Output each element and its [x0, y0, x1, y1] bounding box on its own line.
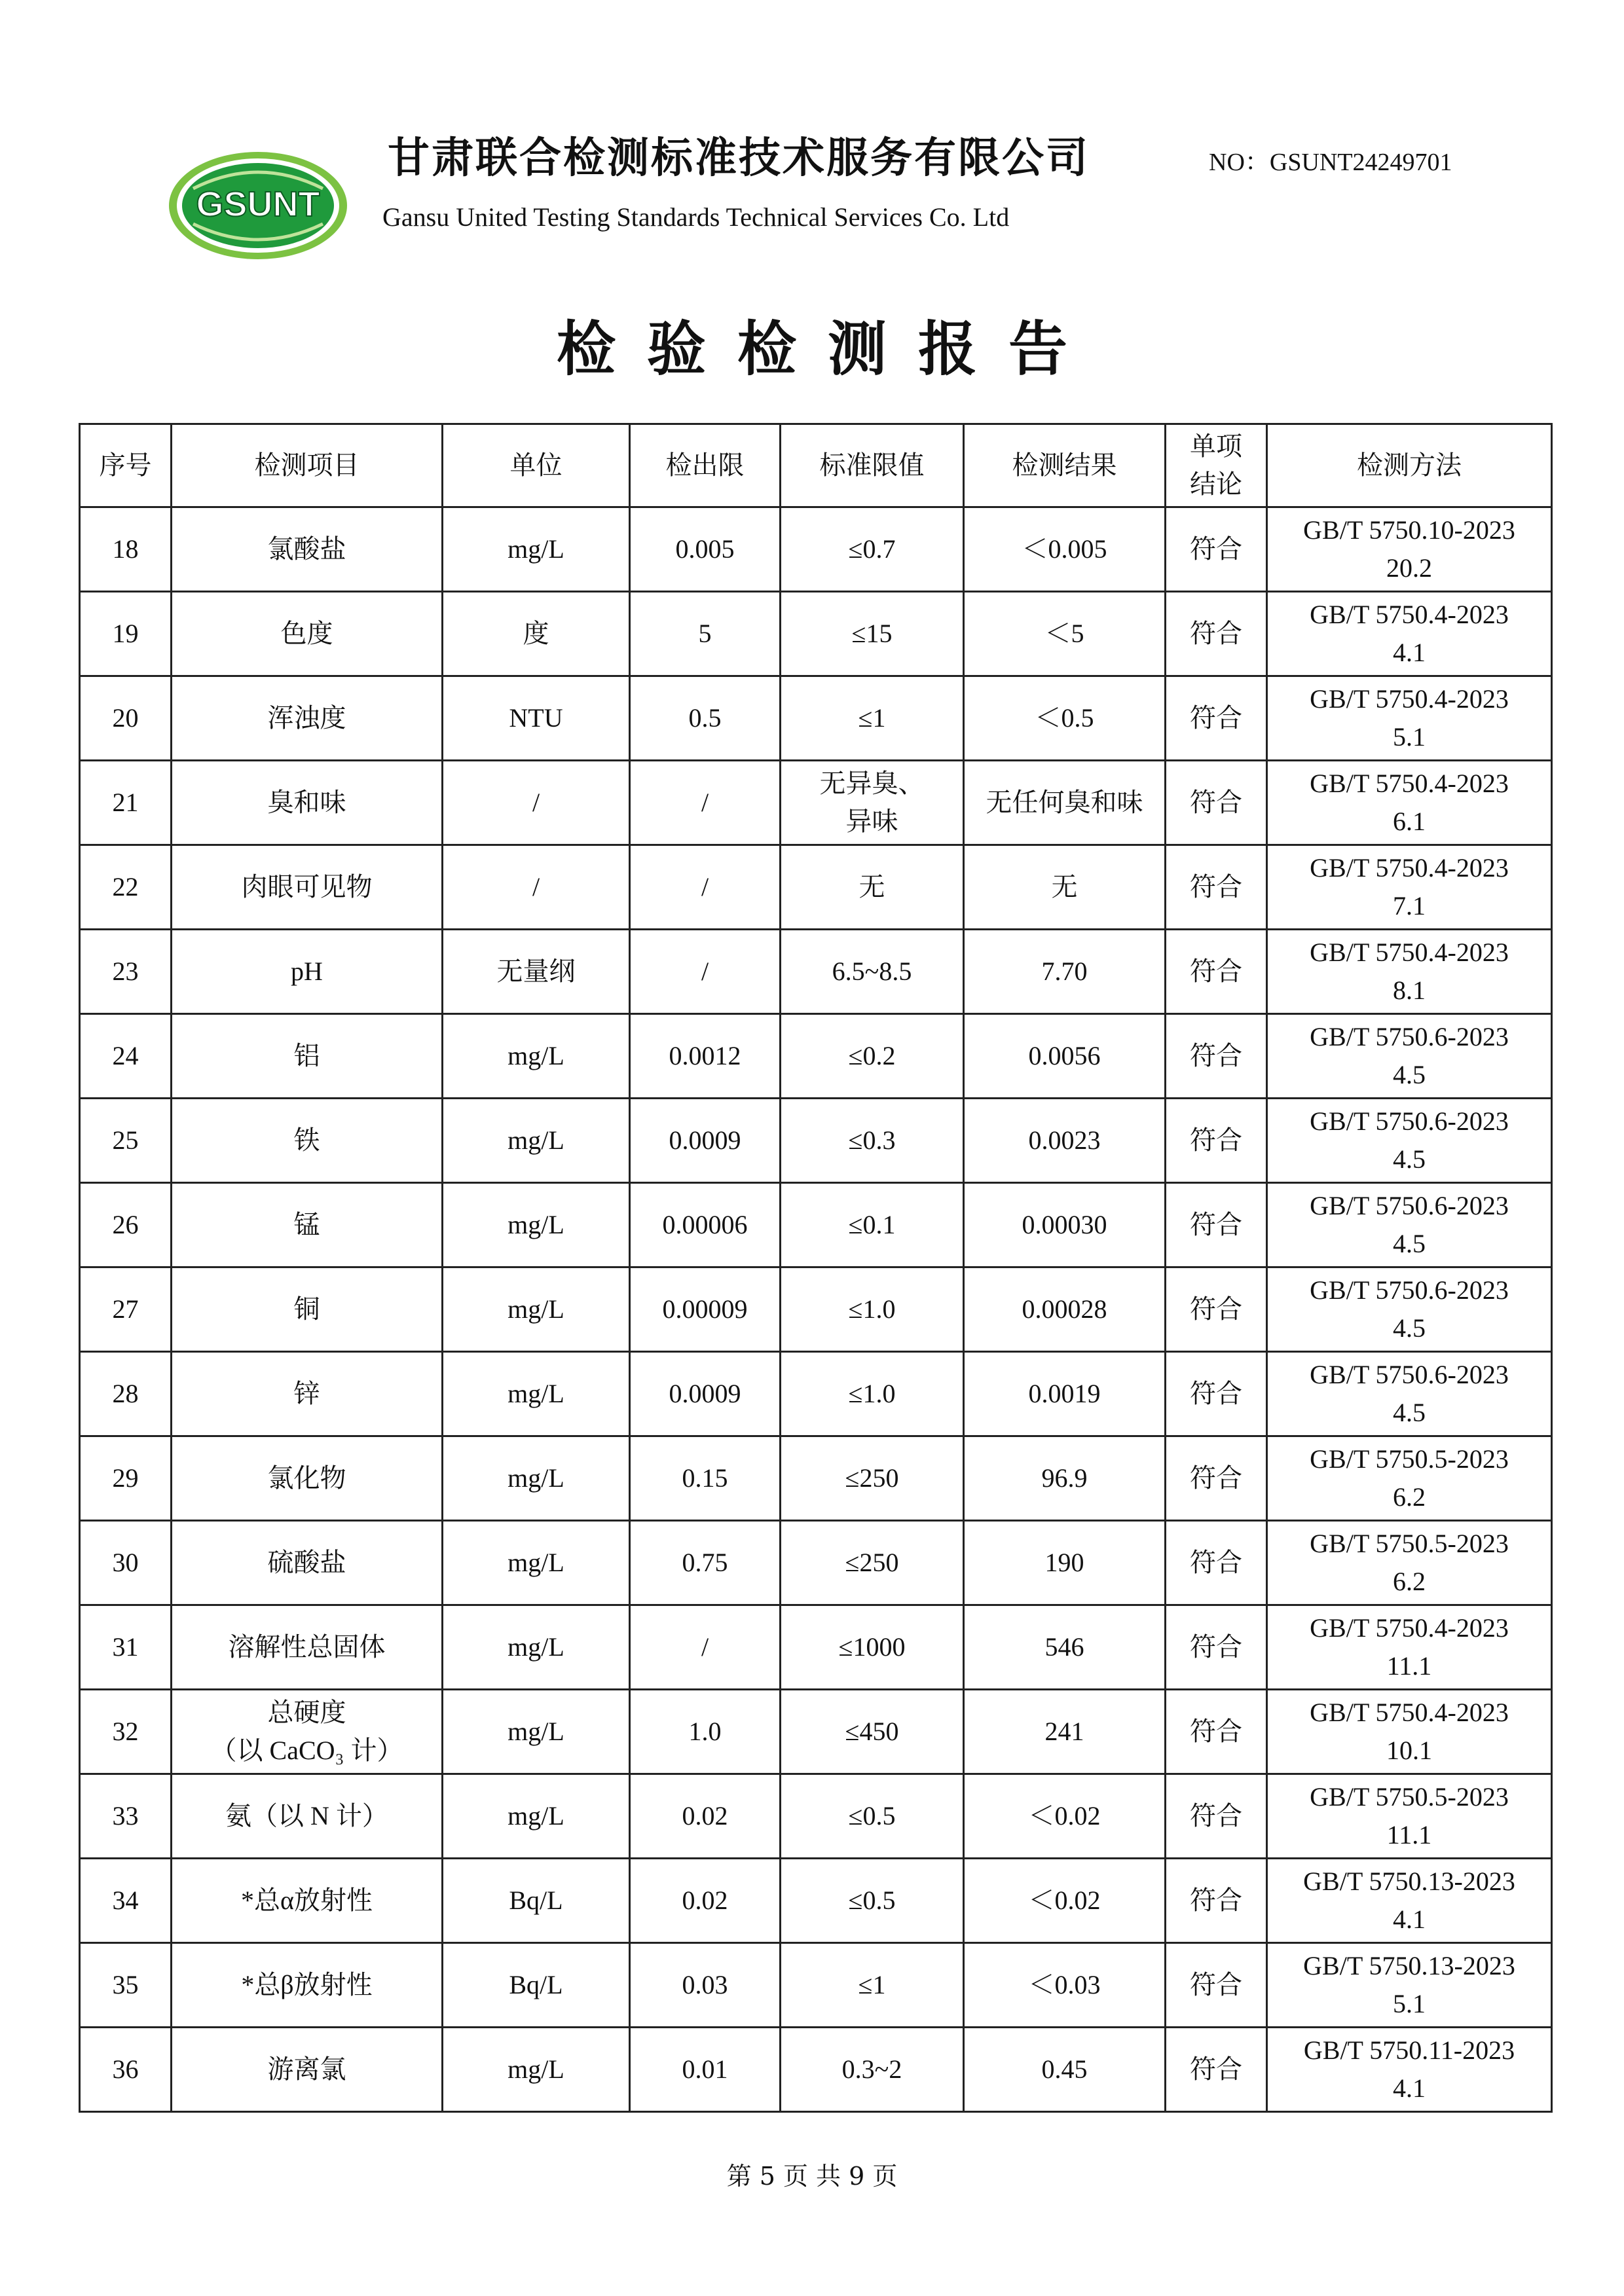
cell-unit: mg/L — [443, 1774, 630, 1859]
cell-item: 色度 — [172, 592, 443, 676]
cell-standard-limit: ≤0.5 — [781, 1774, 964, 1859]
table-row — [80, 1352, 1552, 1436]
cell-item: 铁 — [172, 1099, 443, 1183]
cell-standard-limit: ≤1 — [781, 1943, 964, 2028]
cell-index: 36 — [80, 2028, 172, 2112]
cell-standard-limit: ≤0.5 — [781, 1859, 964, 1943]
table-row — [80, 1436, 1552, 1521]
cell-detection-limit: 0.5 — [630, 676, 781, 761]
cell-detection-limit: 0.02 — [630, 1859, 781, 1943]
cell-method: GB/T 5750.4-2023 5.1 — [1267, 676, 1552, 761]
cell-conclusion: 符合 — [1166, 1943, 1267, 2028]
cell-method: GB/T 5750.4-2023 7.1 — [1267, 845, 1552, 930]
cell-standard-limit: ≤15 — [781, 592, 964, 676]
cell-method: GB/T 5750.4-2023 4.1 — [1267, 592, 1552, 676]
cell-detection-limit: 0.01 — [630, 2028, 781, 2112]
cell-conclusion: 符合 — [1166, 1014, 1267, 1099]
cell-method: GB/T 5750.5-2023 6.2 — [1267, 1436, 1552, 1521]
cell-result: 0.0056 — [964, 1014, 1166, 1099]
cell-method: GB/T 5750.4-2023 11.1 — [1267, 1605, 1552, 1690]
cell-detection-limit: 0.15 — [630, 1436, 781, 1521]
cell-conclusion: 符合 — [1166, 1521, 1267, 1605]
cell-index: 23 — [80, 930, 172, 1014]
cell-index: 33 — [80, 1774, 172, 1859]
cell-item: 总硬度 （以 CaCO₃ 计） — [172, 1690, 443, 1774]
cell-unit: mg/L — [443, 1521, 630, 1605]
cell-item: 氯酸盐 — [172, 507, 443, 592]
cell-item: pH — [172, 930, 443, 1014]
cell-standard-limit: ≤0.7 — [781, 507, 964, 592]
cell-item: 硫酸盐 — [172, 1521, 443, 1605]
cell-index: 32 — [80, 1690, 172, 1774]
cell-result: ＜0.5 — [964, 676, 1166, 761]
cell-standard-limit: ≤0.3 — [781, 1099, 964, 1183]
table-row — [80, 761, 1552, 845]
cell-unit: mg/L — [443, 2028, 630, 2112]
cell-result: 0.45 — [964, 2028, 1166, 2112]
cell-result: ＜0.02 — [964, 1859, 1166, 1943]
company-name-cn: 甘肃联合检测标准技术服务有限公司 — [388, 134, 1090, 183]
cell-method: GB/T 5750.4-2023 8.1 — [1267, 930, 1552, 1014]
cell-method: GB/T 5750.13-2023 4.1 — [1267, 1859, 1552, 1943]
cell-unit: mg/L — [443, 1436, 630, 1521]
cell-standard-limit: ≤0.2 — [781, 1014, 964, 1099]
cell-detection-limit: / — [630, 930, 781, 1014]
cell-unit: Bq/L — [443, 1943, 630, 2028]
cell-result: ＜0.005 — [964, 507, 1166, 592]
cell-standard-limit: ≤250 — [781, 1521, 964, 1605]
cell-result: 无 — [964, 845, 1166, 930]
cell-conclusion: 符合 — [1166, 1774, 1267, 1859]
table-row — [80, 1774, 1552, 1859]
cell-result: 0.0023 — [964, 1099, 1166, 1183]
table-row — [80, 2028, 1552, 2112]
cell-method: GB/T 5750.6-2023 4.5 — [1267, 1267, 1552, 1352]
logo-text: GSUNT — [196, 185, 320, 224]
table-row — [80, 1014, 1552, 1099]
cell-result: 546 — [964, 1605, 1166, 1690]
cell-detection-limit: 0.75 — [630, 1521, 781, 1605]
cell-detection-limit: / — [630, 761, 781, 845]
cell-standard-limit: 无异臭、 异味 — [781, 761, 964, 845]
table-row — [80, 1943, 1552, 2028]
cell-standard-limit: ≤1.0 — [781, 1352, 964, 1436]
cell-unit: mg/L — [443, 507, 630, 592]
table-row — [80, 1690, 1552, 1774]
table-row — [80, 1099, 1552, 1183]
company-name-en: Gansu United Testing Standards Technical Services Co. Ltd — [382, 202, 1010, 232]
col-header-item: 检测项目 — [172, 424, 443, 507]
cell-unit: mg/L — [443, 1099, 630, 1183]
table-row — [80, 507, 1552, 592]
cell-result: 96.9 — [964, 1436, 1166, 1521]
cell-item: 浑浊度 — [172, 676, 443, 761]
cell-method: GB/T 5750.5-2023 6.2 — [1267, 1521, 1552, 1605]
cell-detection-limit: 0.00009 — [630, 1267, 781, 1352]
cell-conclusion: 符合 — [1166, 1690, 1267, 1774]
cell-unit: 度 — [443, 592, 630, 676]
cell-conclusion: 符合 — [1166, 507, 1267, 592]
cell-item: 锌 — [172, 1352, 443, 1436]
cell-result: 0.00030 — [964, 1183, 1166, 1267]
cell-method: GB/T 5750.4-2023 6.1 — [1267, 761, 1552, 845]
cell-method: GB/T 5750.6-2023 4.5 — [1267, 1183, 1552, 1267]
cell-index: 19 — [80, 592, 172, 676]
cell-index: 24 — [80, 1014, 172, 1099]
cell-unit: mg/L — [443, 1267, 630, 1352]
cell-item: 臭和味 — [172, 761, 443, 845]
cell-method: GB/T 5750.10-2023 20.2 — [1267, 507, 1552, 592]
results-table — [79, 423, 1553, 2113]
cell-item: 铜 — [172, 1267, 443, 1352]
col-header-unit: 单位 — [443, 424, 630, 507]
cell-result: 无任何臭和味 — [964, 761, 1166, 845]
cell-index: 27 — [80, 1267, 172, 1352]
cell-method: GB/T 5750.6-2023 4.5 — [1267, 1099, 1552, 1183]
table-row — [80, 592, 1552, 676]
cell-index: 35 — [80, 1943, 172, 2028]
company-logo — [167, 149, 349, 262]
results-table-body — [80, 507, 1552, 2112]
cell-index: 22 — [80, 845, 172, 930]
cell-detection-limit: 0.03 — [630, 1943, 781, 2028]
cell-item: 游离氯 — [172, 2028, 443, 2112]
cell-item: 铝 — [172, 1014, 443, 1099]
table-row — [80, 1183, 1552, 1267]
cell-index: 26 — [80, 1183, 172, 1267]
cell-index: 30 — [80, 1521, 172, 1605]
cell-unit: 无量纲 — [443, 930, 630, 1014]
col-header-detection-limit: 检出限 — [630, 424, 781, 507]
table-row — [80, 930, 1552, 1014]
cell-detection-limit: 0.02 — [630, 1774, 781, 1859]
cell-conclusion: 符合 — [1166, 761, 1267, 845]
cell-conclusion: 符合 — [1166, 930, 1267, 1014]
cell-conclusion: 符合 — [1166, 1267, 1267, 1352]
cell-conclusion: 符合 — [1166, 2028, 1267, 2112]
cell-unit: mg/L — [443, 1352, 630, 1436]
cell-unit: Bq/L — [443, 1859, 630, 1943]
cell-method: GB/T 5750.6-2023 4.5 — [1267, 1014, 1552, 1099]
cell-conclusion: 符合 — [1166, 1352, 1267, 1436]
cell-standard-limit: ≤0.1 — [781, 1183, 964, 1267]
cell-method: GB/T 5750.13-2023 5.1 — [1267, 1943, 1552, 2028]
cell-result: 7.70 — [964, 930, 1166, 1014]
report-number: NO：GSUNT24249701 — [1209, 149, 1452, 176]
cell-item: 氯化物 — [172, 1436, 443, 1521]
col-header-conclusion: 单项 结论 — [1166, 424, 1267, 507]
cell-unit: mg/L — [443, 1014, 630, 1099]
cell-detection-limit: / — [630, 845, 781, 930]
col-header-result: 检测结果 — [964, 424, 1166, 507]
cell-method: GB/T 5750.4-2023 10.1 — [1267, 1690, 1552, 1774]
table-row — [80, 1521, 1552, 1605]
table-row — [80, 676, 1552, 761]
table-row — [80, 1859, 1552, 1943]
gsunt-logo-icon — [167, 149, 349, 262]
cell-index: 18 — [80, 507, 172, 592]
cell-result: ＜0.02 — [964, 1774, 1166, 1859]
cell-item: 溶解性总固体 — [172, 1605, 443, 1690]
table-row — [80, 845, 1552, 930]
cell-conclusion: 符合 — [1166, 1859, 1267, 1943]
cell-detection-limit: 0.005 — [630, 507, 781, 592]
cell-item: *总β放射性 — [172, 1943, 443, 2028]
cell-detection-limit: 0.0012 — [630, 1014, 781, 1099]
cell-standard-limit: 6.5~8.5 — [781, 930, 964, 1014]
cell-standard-limit: 0.3~2 — [781, 2028, 964, 2112]
cell-result: 190 — [964, 1521, 1166, 1605]
cell-index: 21 — [80, 761, 172, 845]
cell-standard-limit: 无 — [781, 845, 964, 930]
cell-unit: mg/L — [443, 1183, 630, 1267]
cell-result: 0.0019 — [964, 1352, 1166, 1436]
table-header-row — [80, 424, 1552, 507]
cell-conclusion: 符合 — [1166, 592, 1267, 676]
cell-method: GB/T 5750.5-2023 11.1 — [1267, 1774, 1552, 1859]
cell-result: ＜0.03 — [964, 1943, 1166, 2028]
cell-conclusion: 符合 — [1166, 1183, 1267, 1267]
cell-detection-limit: / — [630, 1605, 781, 1690]
cell-conclusion: 符合 — [1166, 1436, 1267, 1521]
cell-conclusion: 符合 — [1166, 845, 1267, 930]
cell-detection-limit: 0.00006 — [630, 1183, 781, 1267]
report-title: 检验检测报告 — [557, 314, 1099, 384]
cell-standard-limit: ≤250 — [781, 1436, 964, 1521]
cell-unit: / — [443, 845, 630, 930]
page-number: 第 5 页 共 9 页 — [726, 2162, 898, 2191]
cell-index: 20 — [80, 676, 172, 761]
cell-item: 锰 — [172, 1183, 443, 1267]
cell-detection-limit: 0.0009 — [630, 1352, 781, 1436]
cell-result: 241 — [964, 1690, 1166, 1774]
col-header-index: 序号 — [80, 424, 172, 507]
cell-conclusion: 符合 — [1166, 676, 1267, 761]
cell-detection-limit: 1.0 — [630, 1690, 781, 1774]
cell-conclusion: 符合 — [1166, 1605, 1267, 1690]
cell-index: 25 — [80, 1099, 172, 1183]
cell-index: 29 — [80, 1436, 172, 1521]
cell-standard-limit: ≤1 — [781, 676, 964, 761]
table-row — [80, 1267, 1552, 1352]
cell-item: 肉眼可见物 — [172, 845, 443, 930]
cell-result: 0.00028 — [964, 1267, 1166, 1352]
cell-item: 氨（以 N 计） — [172, 1774, 443, 1859]
cell-item: *总α放射性 — [172, 1859, 443, 1943]
col-header-standard-limit: 标准限值 — [781, 424, 964, 507]
cell-standard-limit: ≤1.0 — [781, 1267, 964, 1352]
cell-detection-limit: 0.0009 — [630, 1099, 781, 1183]
cell-standard-limit: ≤450 — [781, 1690, 964, 1774]
cell-method: GB/T 5750.11-2023 4.1 — [1267, 2028, 1552, 2112]
cell-unit: NTU — [443, 676, 630, 761]
cell-result: ＜5 — [964, 592, 1166, 676]
cell-conclusion: 符合 — [1166, 1099, 1267, 1183]
cell-unit: / — [443, 761, 630, 845]
cell-standard-limit: ≤1000 — [781, 1605, 964, 1690]
cell-index: 28 — [80, 1352, 172, 1436]
cell-detection-limit: 5 — [630, 592, 781, 676]
col-header-method: 检测方法 — [1267, 424, 1552, 507]
cell-index: 31 — [80, 1605, 172, 1690]
cell-unit: mg/L — [443, 1690, 630, 1774]
cell-index: 34 — [80, 1859, 172, 1943]
table-row — [80, 1605, 1552, 1690]
cell-method: GB/T 5750.6-2023 4.5 — [1267, 1352, 1552, 1436]
cell-unit: mg/L — [443, 1605, 630, 1690]
